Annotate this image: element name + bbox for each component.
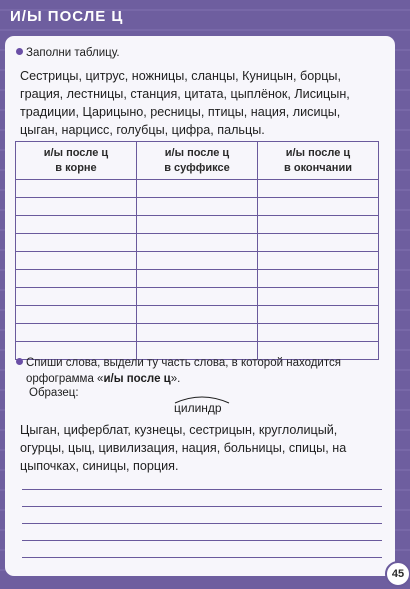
table-cell[interactable]: [258, 180, 379, 198]
table-cell[interactable]: [16, 180, 137, 198]
sample-word-box: [172, 394, 232, 420]
word-line: грация, лестницы, станция, цитата, цыплёнок, Лисицын,: [20, 87, 350, 101]
word-line: традиции, Царицыно, ресницы, птицы, нация, лисицы,: [20, 105, 341, 119]
table-header-ending: и/ы после ц в окончании: [258, 142, 379, 180]
orthogram-name: и/ы после ц: [103, 373, 171, 385]
table-cell[interactable]: [16, 216, 137, 234]
table-cell[interactable]: [258, 324, 379, 342]
table-row: [16, 234, 379, 252]
table-cell[interactable]: [137, 234, 258, 252]
table-row: [16, 270, 379, 288]
task1-word-list: [20, 67, 390, 139]
writing-line[interactable]: [22, 473, 382, 490]
table-row: [16, 252, 379, 270]
word-line: Сестрицы, цитрус, ножницы, сланцы, Куницын, борцы,: [20, 69, 341, 83]
sample-label: Образец:: [29, 387, 79, 399]
table-header-row: [16, 142, 379, 180]
table-cell[interactable]: [258, 270, 379, 288]
table-cell[interactable]: [16, 324, 137, 342]
table-cell[interactable]: [258, 216, 379, 234]
table-cell[interactable]: [16, 288, 137, 306]
word-line: огурцы, цыц, цивилизация, нация, больницы, спицы, на: [20, 441, 347, 455]
table-row: [16, 180, 379, 198]
writing-line[interactable]: [22, 507, 382, 524]
table-cell[interactable]: [137, 216, 258, 234]
word-line: Цыган, циферблат, кузнецы, сестрицын, круглолицый,: [20, 423, 338, 437]
table-row: [16, 198, 379, 216]
table-cell[interactable]: [137, 270, 258, 288]
table-cell[interactable]: [258, 252, 379, 270]
table-row: [16, 288, 379, 306]
table-cell[interactable]: [258, 306, 379, 324]
table-cell[interactable]: [258, 288, 379, 306]
table-cell[interactable]: [137, 306, 258, 324]
bullet-icon: [16, 48, 23, 55]
sample-word: цилиндр: [174, 401, 222, 415]
table-row: [16, 306, 379, 324]
table-cell[interactable]: [137, 180, 258, 198]
table-cell[interactable]: [16, 270, 137, 288]
table-cell[interactable]: [137, 288, 258, 306]
table-row: [16, 324, 379, 342]
page-number: 45: [385, 561, 410, 587]
table-header-root: и/ы после ц в корне: [16, 142, 137, 180]
task2-word-list: [20, 421, 390, 475]
task1-instruction: [16, 47, 120, 59]
table-cell[interactable]: [137, 324, 258, 342]
task1-instruction-text: Заполни таблицу.: [26, 47, 120, 59]
writing-lines: [22, 473, 382, 558]
page-title: И/Ы ПОСЛЕ Ц: [10, 8, 124, 25]
table-cell[interactable]: [16, 252, 137, 270]
table-row: [16, 216, 379, 234]
task2-instruction: Спиши слова, выдели ту часть слова, в которой находится орфограмма «и/ы после ц».: [16, 355, 388, 387]
bullet-icon: [16, 358, 23, 365]
word-line: цыпочках, синицы, порция.: [20, 459, 179, 473]
content-card: [5, 36, 395, 576]
writing-line[interactable]: [22, 524, 382, 541]
table-cell[interactable]: [16, 198, 137, 216]
table-cell[interactable]: [137, 252, 258, 270]
table-header-suffix: и/ы после ц в суффиксе: [137, 142, 258, 180]
table-cell[interactable]: [258, 234, 379, 252]
fill-table: [15, 141, 379, 360]
table-cell[interactable]: [16, 234, 137, 252]
table-cell[interactable]: [16, 306, 137, 324]
table-cell[interactable]: [137, 198, 258, 216]
word-line: цыган, нарцисс, голубцы, цифра, пальцы.: [20, 123, 265, 137]
writing-line[interactable]: [22, 490, 382, 507]
table-cell[interactable]: [258, 198, 379, 216]
writing-line[interactable]: [22, 541, 382, 558]
